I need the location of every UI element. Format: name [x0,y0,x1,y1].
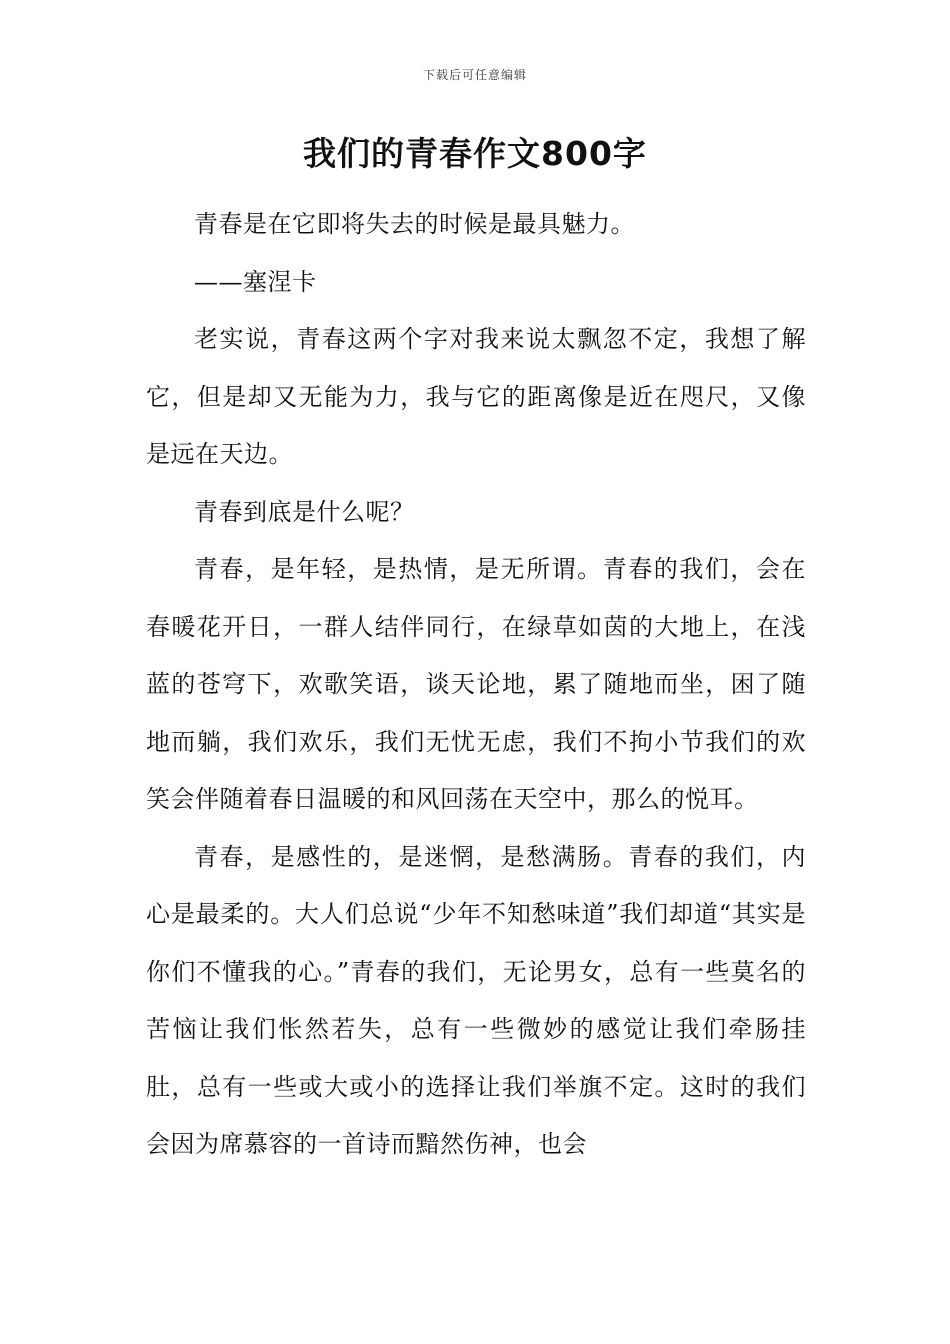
paragraph-youth-joy: 青春，是年轻，是热情，是无所谓。青春的我们，会在春暖花开日，一群人结伴同行，在绿草如茵的大地上，在浅蓝的苍穹下，欢歌笑语，谈天论地，累了随地而坐，困了随地而躺，我们欢乐，我们无忧无虑，我们不拘小节我们的欢笑会伴随着春日温暖的和风回荡在天空中，那么的悦耳。 [146,555,806,813]
paragraph-question: 青春到底是什么呢？ [194,497,415,526]
header-note: 下载后可任意编辑 [422,68,527,82]
document-title: 我们的青春作文800字 [303,134,647,173]
paragraph-epigraph: 青春是在它即将失去的时候是最具魅力。 [194,210,635,238]
paragraph-attribution: ——塞涅卡 [194,267,317,296]
document-body [146,196,806,1174]
paragraph-intro: 老实说，青春这两个字对我来说太飘忽不定，我想了解它，但是却又无能为力，我与它的距离像是近在咫尺，又像是远在天边。 [146,325,806,468]
paragraph-youth-emotion: 青春，是感性的，是迷惘，是愁满肠。青春的我们，内心是最柔的。大人们总说“少年不知愁味道”我们却道“其实是你们不懂我的心。”青春的我们，无论男女，总有一些莫名的苦恼让我们怅然若失，总有一些微妙的感觉让我们牵肠挂肚，总有一些或大或小的选择让我们举旗不定。这时的我们会因为席慕容的一首诗而黯然伤神，也会 [146,842,806,1158]
